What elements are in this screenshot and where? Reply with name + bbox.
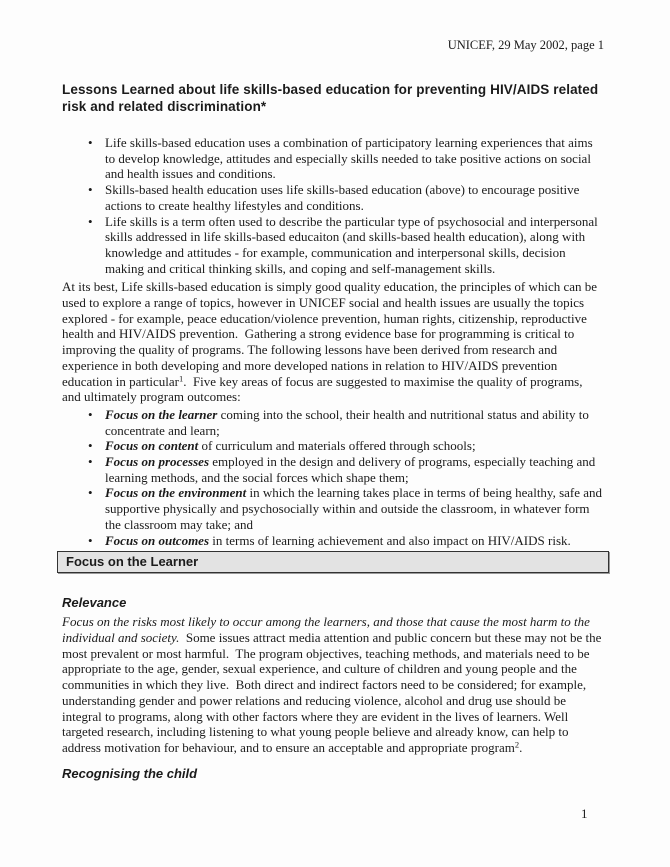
focus-text: in which the learning takes place in terms of being healthy, safe and supportive physically and psychosocially within and outside the classroom, in whatever form the classroom may take; and (105, 485, 603, 532)
section-header-label: Focus on the Learner (66, 554, 199, 570)
focus-areas-list (62, 407, 604, 548)
relevance-italic-lead: Focus on the risks most likely to occur among the learners, and those that cause the most harm to the individual and society. (62, 614, 594, 645)
list-item: • Skills-based health education uses life skills-based education (above) to encourage positive actions to create healthy lifestyles and conditions. (88, 182, 604, 213)
footnote-marker-2: 2 (514, 739, 520, 750)
list-item: • Life skills is a term often used to describe the particular type of psychosocial and interpersonal skills addressed in life skills-based educaiton (and skills-based health education), along with knowledge and attitudes - for example, communication and interpersonal skills, decision making and critical thinking skills, and coping and self-management skills. (88, 214, 604, 277)
definition-bullet-list (62, 135, 604, 276)
list-item: • Life skills-based education uses a combination of participatory learning experiences that aims to develop knowledge, attitudes and especially skills needed to take positive actions on social and health issues and conditions. (88, 135, 604, 182)
document-title: Lessons Learned about life skills-based education for preventing HIV/AIDS related risk and related discrimination* (62, 82, 599, 114)
intro-paragraph (62, 279, 604, 405)
section-header-box (57, 551, 609, 573)
focus-text: coming into the school, their health and nutritional status and ability to concentrate and learn; (105, 406, 589, 438)
list-item (88, 407, 604, 438)
page-number: 1 (581, 806, 588, 821)
focus-lead: Focus on outcomes (105, 532, 210, 548)
list-item (88, 533, 604, 549)
relevance-body-text: Some issues attract media attention and public concern but these may not be the most prevalent or most harmful. The program objectives, teaching methods, and materials need to be appropriate to the age, gender, sexual experience, and culture of children and young people and the communities in which they live. Both direct and indirect factors need to be considered; for example, understanding gender and power relations and reducing violence, alcohol and drug use should be integral to programs, along with other factors where they are evident in the lives of learners. Well targeted research, including listening to what young people believe and already know, can help to address motivation for behaviour, and to ensure an acceptable and appropriate program (62, 629, 605, 755)
focus-lead: Focus on content (105, 438, 199, 454)
relevance-body-text-end: . (519, 739, 523, 755)
intro-paragraph-text-cont: . Five key areas of focus are suggested to maximise the quality of programs, and ultimately program outcomes: (62, 373, 586, 405)
page-header: UNICEF, 29 May 2002, page 1 (447, 38, 604, 52)
focus-lead: Focus on processes (105, 454, 210, 470)
relevance-heading: Relevance (62, 595, 127, 611)
list-item (88, 485, 604, 532)
intro-paragraph-text: At its best, Life skills-based education is simply good quality education, the principles of which can be used to explore a range of topics, however in UNICEF social and health issues are usually the topics explored - for example, peace education/violence prevention, human rights, citizenship, reproductive health and HIV/AIDS prevention. Gathering a strong evidence base for programming is critical to improving the quality of programs. The following lessons have been derived from research and experience in both developing and more developed nations in relation to HIV/AIDS prevention education in particular (62, 279, 601, 389)
focus-text: of curriculum and materials offered through schools; (198, 438, 476, 454)
focus-text: in terms of learning achievement and also impact on HIV/AIDS risk. (209, 532, 571, 548)
list-item (88, 454, 604, 485)
recognising-the-child-heading: Recognising the child (62, 765, 198, 781)
footnote-marker-1: 1 (178, 373, 184, 384)
focus-lead: Focus on the environment (105, 485, 247, 501)
list-item (88, 438, 604, 454)
focus-text: employed in the design and delivery of programs, especially teaching and learning methods, and the social forces which shape them; (105, 454, 596, 485)
focus-lead: Focus on the learner (105, 406, 218, 422)
relevance-paragraph (62, 614, 604, 755)
